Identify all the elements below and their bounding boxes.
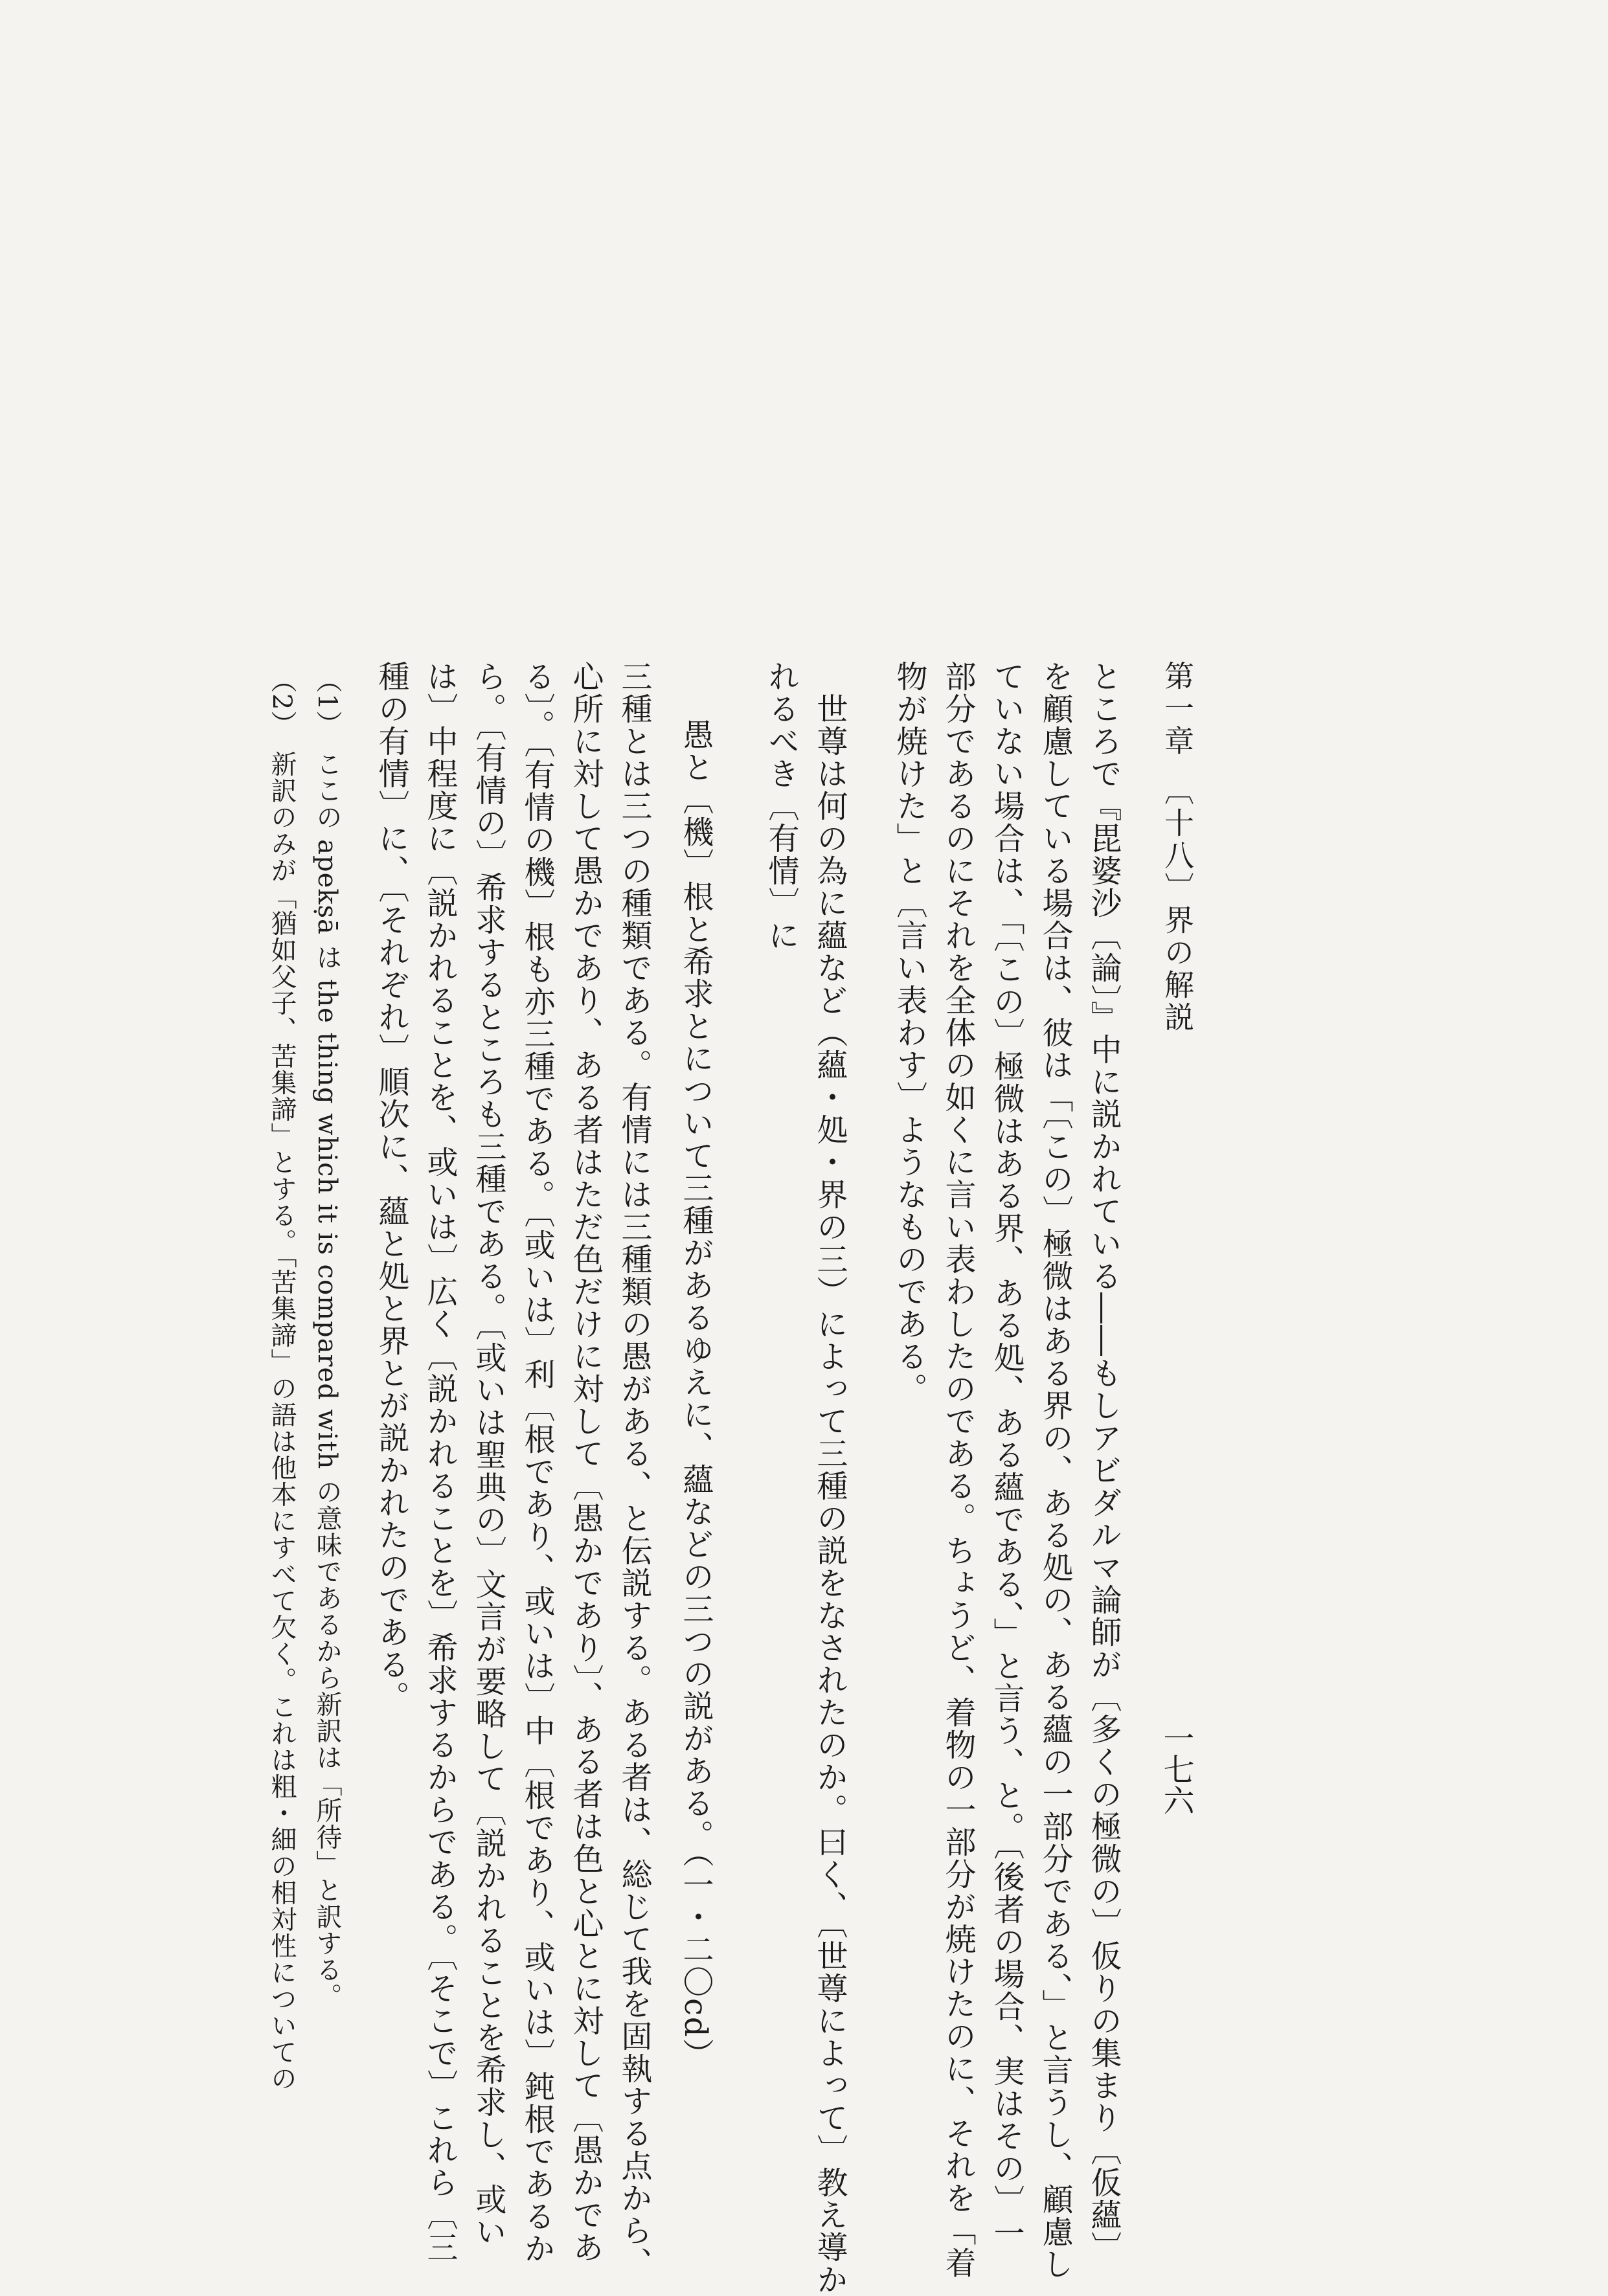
chapter-header: 第一章 〔十八〕界の解説	[1160, 660, 1195, 1034]
body-line: は〕中程度に〔説かれることを、或いは〕広く〔説かれることを〕希求するからである。〔そこで〕これら〔三	[422, 660, 458, 2264]
body-line: ら。〔有情の〕希求するところも三種である。〔或いは聖典の〕文言が要略して〔説かれることを希求し、或い	[470, 660, 506, 2248]
verse-line: 愚と〔機〕根と希求とについて三種があるゆえに、蘊などの三つの説がある。（一・二〇cd）	[677, 719, 714, 2071]
body-line: 部分であるのにそれを全体の如くに言い表わしたのである。ちょうど、着物の一部分が焼けたのに、それを「着	[940, 660, 976, 2279]
page-number: 一七六	[1158, 1722, 1194, 1816]
footnote: （1） ここの apekṣā は the thing which it is compared with の意味であるから新訳は「所待」と訳する。	[312, 667, 342, 2010]
body-line: 物が焼けた」と〔言い表わす〕ようなものである。	[891, 660, 927, 1405]
body-line: る〕。〔有情の機〕根も亦三種である。〔或いは〕利〔根であり、或いは〕中〔根であり、或いは〕鈍根であるか	[519, 660, 555, 2265]
body-line: ところで『毘婆沙〔論〕』中に説かれている――もしアビダルマ論師が〔多くの極微の〕仮りの集まり〔仮蘊〕	[1085, 660, 1122, 2264]
body-line: 心所に対して愚かであり、ある者はただ色だけに対して〔愚かであり〕、ある者は色と心とに対して〔愚かであ	[567, 660, 604, 2264]
body-line: を顧慮している場合は、彼は「〔この〕極微はある界の、ある処の、ある蘊の一部分である、」と言うし、顧慮し	[1037, 660, 1073, 2280]
body-line: 種の有情〕に、〔それぞれ〕順次に、蘊と処と界とが説かれたのである。	[373, 660, 409, 1713]
footnote: （2） 新訳のみが「猶如父子、苦集諦」とする。「苦集諦」の語は他本にすべて欠く。これは粗・細の相対性についての	[267, 667, 297, 2092]
body-line: 三種とは三つの種類である。有情には三種類の愚がある、と伝説する。ある者は、総じて我を固執する点から、	[616, 660, 652, 2279]
body-line: 世尊は何の為に蘊など（蘊・処・界の三）によって三種の説をなされたのか。曰く、〔世尊によって〕教え導か	[811, 693, 848, 2296]
body-line: れるべき〔有情〕に	[763, 660, 799, 952]
body-line: ていない場合は、「〔この〕極微はある界、ある処、ある蘊である、」と言う、と。〔後者の場合、実はその〕一	[988, 660, 1025, 2249]
